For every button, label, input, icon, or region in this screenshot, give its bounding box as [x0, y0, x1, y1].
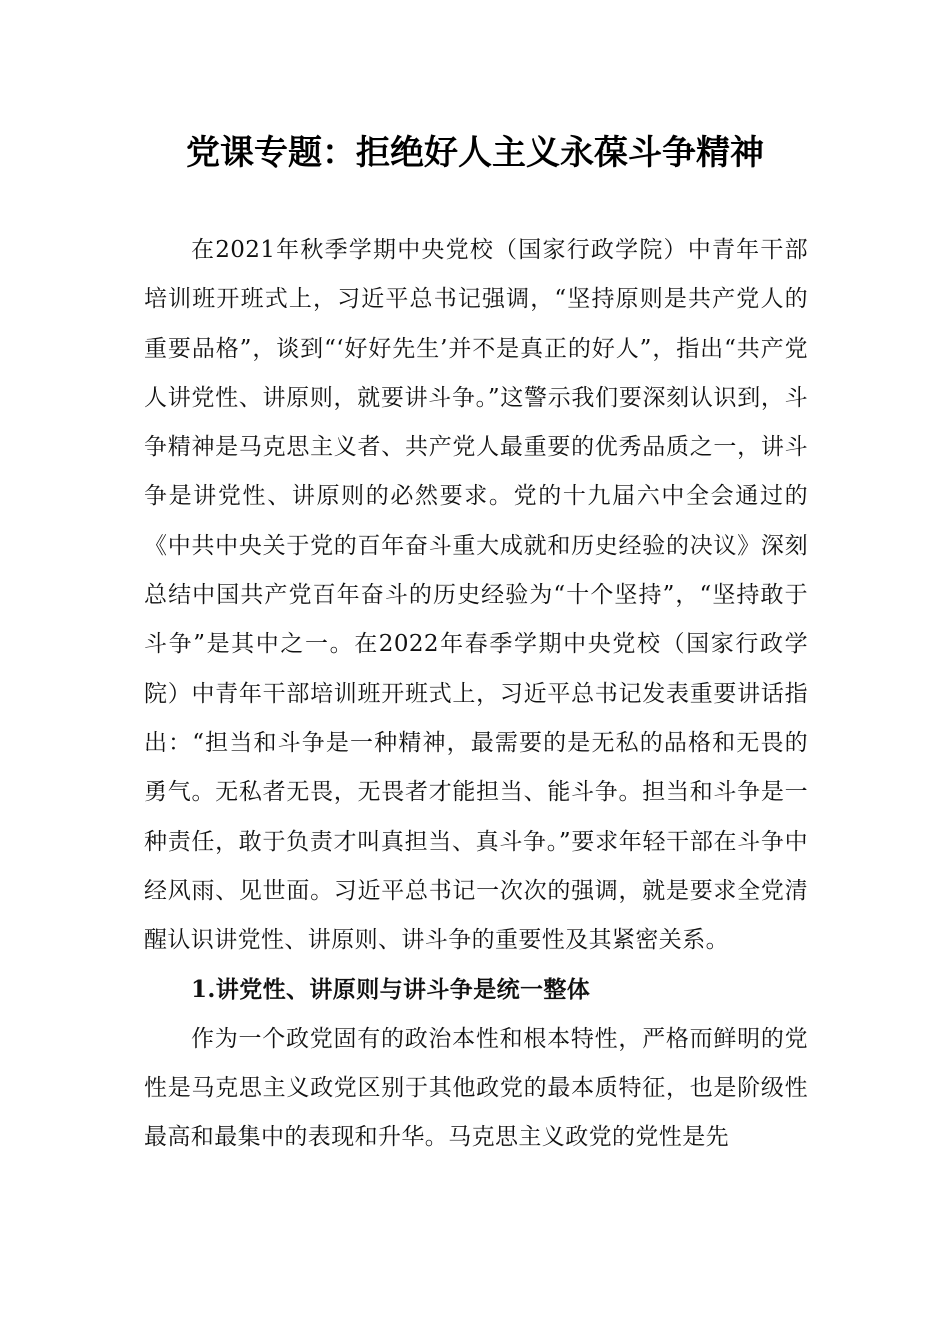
document-body [144, 226, 808, 1163]
intro-paragraph: 在2021年秋季学期中央党校（国家行政学院）中青年干部培训班开班式上，习近平总书记强调，“坚持原则是共产党人的重要品格”，谈到“‘好好先生’并不是真正的好人”，指出“共产党人讲党性、讲原则，就要讲斗争。”这警示我们要深刻认识到，斗争精神是马克思主义者、共产党人最重要的优秀品质之一，讲斗争是讲党性、讲原则的必然要求。党的十九届六中全会通过的《中共中央关于党的百年奋斗重大成就和历史经验的决议》深刻总结中国共产党百年奋斗的历史经验为“十个坚持”，“坚持敢于斗争”是其中之一。在2022年春季学期中央党校（国家行政学院）中青年干部培训班开班式上，习近平总书记发表重要讲话指出：“担当和斗争是一种精神，最需要的是无私的品格和无畏的勇气。无私者无畏，无畏者才能担当、能斗争。担当和斗争是一种责任，敢于负责才叫真担当、真斗争。”要求年轻干部在斗争中经风雨、见世面。习近平总书记一次次的强调，就是要求全党清醒认识讲党性、讲原则、讲斗争的重要性及其紧密关系。 [144, 237, 808, 954]
section-heading: 1.讲党性、讲原则与讲斗争是统一整体 [191, 976, 591, 1004]
document-title: 党课专题：拒绝好人主义永葆斗争精神 [186, 133, 764, 173]
section-paragraph: 作为一个政党固有的政治本性和根本特性，严格而鲜明的党性是马克思主义政党区别于其他政党的最本质特征，也是阶级性最高和最集中的表现和升华。马克思主义政党的党性是先 [144, 1025, 808, 1151]
